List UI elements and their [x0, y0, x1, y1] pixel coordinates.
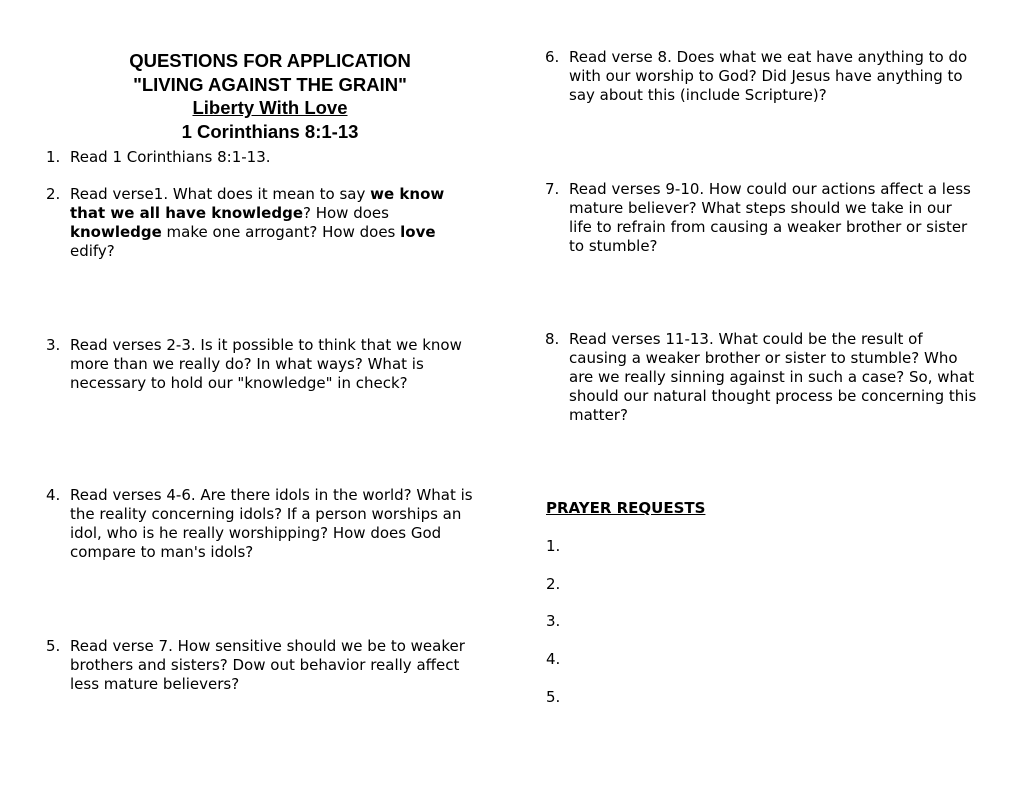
prayer-request-line: 5.	[546, 688, 561, 706]
question-text-segment: ? How does	[303, 204, 389, 222]
header-scripture-reference: 1 Corinthians 8:1-13	[181, 120, 359, 142]
question-text-segment: edify?	[70, 242, 115, 260]
question-number: 2.	[46, 185, 61, 203]
question-text-segment: Read verse1. What does it mean to say	[70, 185, 371, 203]
prayer-request-line: 1.	[546, 537, 561, 555]
question-text: Read verses 4-6. Are there idols in the world? What is the reality concerning idols? If a person worships an idol, who is he really worshipping? How does God compare to man's idols?	[70, 486, 473, 561]
question-text: Read 1 Corinthians 8:1-13.	[70, 148, 271, 166]
question-number: 5.	[46, 637, 61, 655]
question-text: Read verses 9-10. How could our actions affect a less mature believer? What steps should we take in our life to refrain from causing a weaker brother or sister to stumble?	[569, 180, 971, 255]
question-text-emphasis: we know that we all have knowledge	[70, 185, 445, 222]
question-number: 4.	[46, 486, 61, 504]
question-number: 1.	[46, 148, 61, 166]
question-text-emphasis: love	[400, 223, 436, 241]
question-text: Read verse 7. How sensitive should we be to weaker brothers and sisters? Dow out behavior really affect less mature believers?	[70, 637, 465, 693]
prayer-requests-heading: PRAYER REQUESTS	[546, 499, 706, 517]
header-series-title: "LIVING AGAINST THE GRAIN"	[133, 73, 407, 95]
prayer-request-line: 3.	[546, 612, 561, 630]
question-number: 3.	[46, 336, 61, 354]
question-text: Read verse 8. Does what we eat have anything to do with our worship to God? Did Jesus have anything to say about this (include Scripture)?	[569, 48, 968, 104]
prayer-request-line: 4.	[546, 650, 561, 668]
question-text	[70, 185, 480, 261]
header-title: QUESTIONS FOR APPLICATION	[129, 50, 411, 71]
question-text-segment: make one arrogant? How does	[161, 223, 401, 241]
prayer-request-line: 2.	[546, 575, 561, 593]
header-subtitle: Liberty With Love	[192, 97, 348, 118]
question-text: Read verses 2-3. Is it possible to think that we know more than we really do? In what ways? What is necessary to hold our "knowledge" in check?	[70, 336, 462, 392]
question-number: 6.	[545, 48, 560, 66]
question-text: Read verses 11-13. What could be the result of causing a weaker brother or sister to stumble? Who are we really sinning against in such a case? So, what should our natural thought process be concerning this matter?	[569, 330, 977, 424]
document-header	[60, 49, 480, 143]
question-text-emphasis: knowledge	[70, 223, 162, 241]
question-number: 7.	[545, 180, 560, 198]
question-number: 8.	[545, 330, 560, 348]
